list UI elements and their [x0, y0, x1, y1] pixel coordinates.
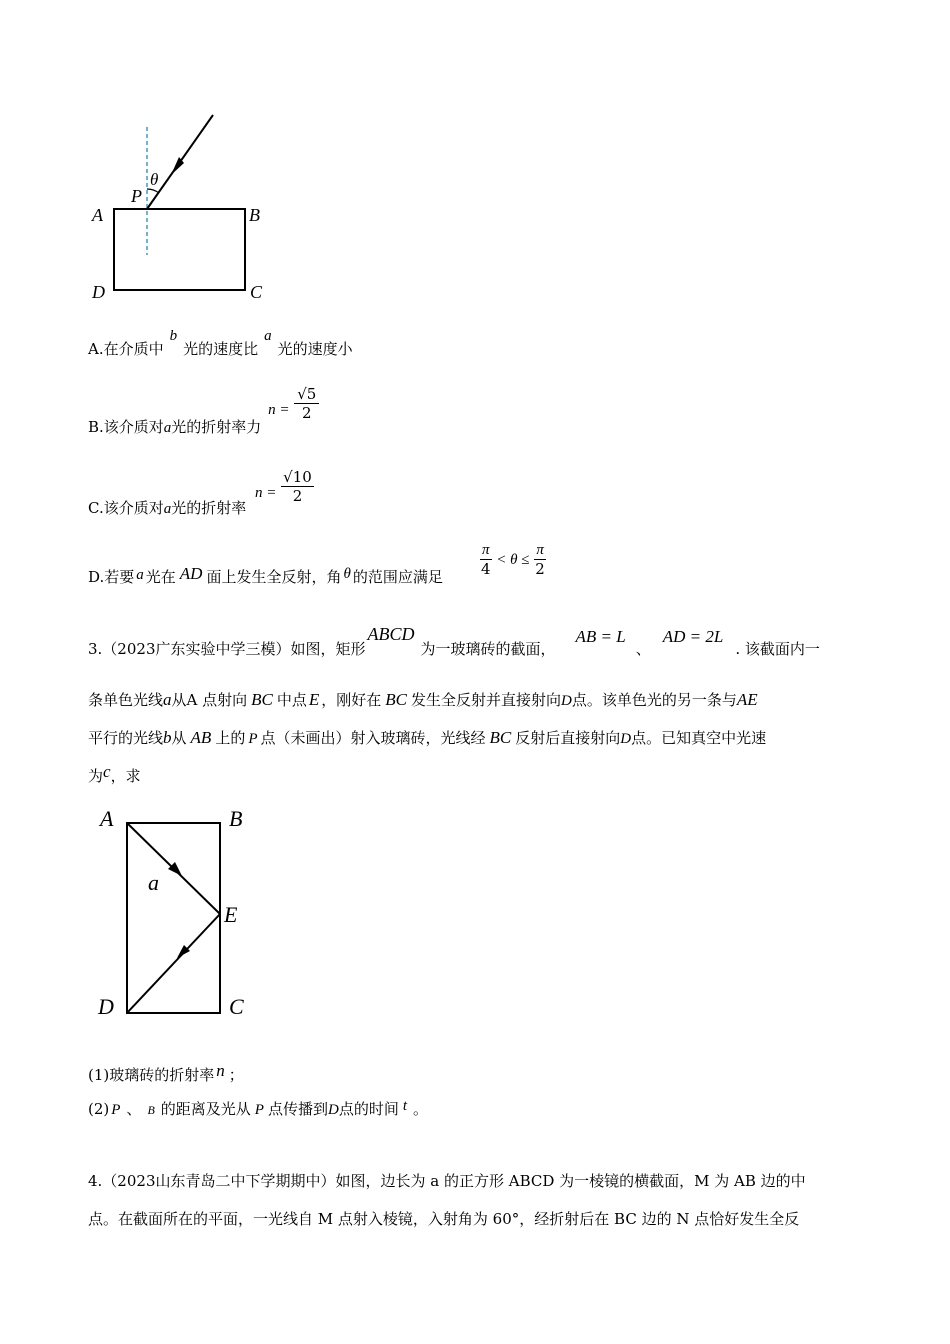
option-b: [88, 381, 319, 436]
theta-arc: [147, 189, 159, 193]
q3-line2-t3: 中点: [276, 691, 307, 709]
q3-sub2-t1: (2): [88, 1100, 110, 1118]
q3-line3-t3: 上的: [215, 729, 246, 747]
q3-sub2-t4: 点传播到: [267, 1100, 328, 1118]
q3-line2-e: E: [308, 690, 320, 709]
q3-line3-b: b: [163, 728, 172, 747]
option-d-theta: θ: [343, 566, 351, 582]
option-d-mid3: 的范围应满足: [352, 568, 443, 586]
q3-line1-end: . 该截面内一: [735, 640, 820, 658]
q3-line2-t2: 从A 点射向: [171, 691, 248, 709]
option-d-frac2: [534, 542, 546, 578]
option-c-numerator: √10: [283, 468, 312, 486]
option-b-fraction: [294, 385, 319, 422]
q3-line2-t5: 发生全反射并直接射向: [411, 691, 562, 709]
q3-sub2-t6: 。: [413, 1100, 429, 1118]
q3-eq2: AD = 2L: [662, 627, 724, 646]
q3-line4-t2: ，求: [110, 767, 141, 785]
option-d: [88, 566, 443, 587]
q3-line2-t1: 条单色光线: [88, 691, 164, 709]
q3-sub2-d: D: [327, 1102, 339, 1118]
option-d-face: AD: [179, 564, 203, 583]
option-b-prefix: B.该介质对: [88, 417, 164, 436]
q3-line3: [88, 727, 766, 748]
q3-sub2-t2: 、: [126, 1100, 142, 1118]
option-d-mid2: 面上发生全反射，角: [206, 568, 342, 586]
q3-line3-t4: 点（未画出）射入玻璃砖，光线经: [260, 729, 486, 747]
label-theta: θ: [150, 170, 159, 189]
option-b-mid: 光的折射率力: [171, 417, 262, 436]
option-d-pi2: π: [536, 542, 544, 558]
option-d-den1: 4: [480, 560, 491, 578]
option-c-denominator: 2: [292, 487, 303, 505]
q3-line3-t2: 从: [171, 729, 187, 747]
option-a-var-b: b: [169, 328, 178, 344]
figure-glass-brick: [90, 800, 270, 1025]
fig2-label-C: C: [229, 994, 244, 1019]
q3-line3-p: P: [248, 731, 258, 747]
ray-ed: [127, 914, 220, 1013]
option-c-fraction: [281, 468, 314, 505]
q3-line3-t1: 平行的光线: [88, 729, 164, 747]
q3-sub2-t: t: [402, 1098, 408, 1114]
q3-line3-d: D: [620, 731, 632, 747]
option-a-var-a: a: [264, 328, 272, 344]
figure-rectangle-refraction: [80, 105, 280, 310]
q3-sub2: [88, 1098, 428, 1119]
q3-line2-t6: 点。该单色光的另一条与: [571, 691, 737, 709]
q3-line1: [88, 624, 820, 659]
option-d-frac1: [480, 542, 492, 578]
option-b-numerator: √5: [294, 385, 319, 404]
q3-line1-number: 3.（2023广东实验中学三模）如图，矩形: [88, 640, 366, 658]
q4-line1: 4.（2023山东青岛二中下学期期中）如图，边长为 a 的正方形 ABCD 为一棱镜的横截面，M 为 AB 边的中: [88, 1172, 806, 1190]
label-C: C: [250, 282, 263, 302]
rect-glass-brick: [127, 823, 220, 1013]
q3-line4-t1: 为: [88, 767, 104, 785]
q3-line4-c: c: [103, 762, 111, 781]
rect-abcd: [114, 209, 245, 290]
option-b-var: a: [163, 419, 172, 436]
q3-sub1-t1: (1)玻璃砖的折射率: [88, 1066, 215, 1084]
option-d-ineq: < θ ≤: [496, 552, 530, 568]
q3-sub1: [88, 1061, 244, 1085]
fig2-label-B: B: [229, 806, 243, 831]
q3-line2-bc: BC: [251, 690, 273, 709]
q3-eq1: AB = L: [575, 627, 626, 646]
fig2-label-E: E: [224, 902, 238, 927]
option-d-mid1: 光在: [145, 568, 176, 586]
option-d-inequality: [480, 542, 546, 578]
label-D: D: [92, 282, 105, 302]
fig2-label-D: D: [98, 994, 114, 1019]
fig2-label-A: A: [100, 806, 114, 831]
option-c-mid: 光的折射率: [171, 498, 247, 517]
q3-line2-t4: ，刚好在: [321, 691, 382, 709]
fig2-label-a: a: [148, 870, 159, 895]
q3-sub2-p: P: [111, 1102, 121, 1118]
q4-line2: 点。在截面所在的平面，一光线自 M 点射入棱镜，入射角为 60°，经折射后在 BC 边的 N 点恰好发生全反: [88, 1210, 800, 1228]
q3-sub2-p2: P: [254, 1102, 264, 1118]
option-b-n: n =: [268, 401, 290, 418]
option-c-prefix: C.该介质对: [88, 498, 164, 517]
q3-line2: [88, 689, 758, 710]
q3-sub2-b: B: [147, 1103, 155, 1117]
label-B: B: [249, 205, 260, 225]
q3-sub1-t2: ；: [228, 1066, 244, 1084]
q3-sub2-t3: 的距离及光从: [160, 1100, 251, 1118]
option-d-prefix: D.若要: [88, 568, 135, 586]
q3-line2-ae: AE: [736, 690, 758, 709]
q3-line2-bc2: BC: [385, 690, 408, 709]
option-b-denominator: 2: [302, 404, 312, 422]
q3-sub1-n: n: [216, 1061, 225, 1080]
label-P: P: [131, 186, 142, 206]
option-a-mid: 光的速度比: [183, 340, 259, 358]
option-a-prefix: A.在介质中: [88, 340, 164, 358]
option-a: [88, 328, 353, 359]
q3-line2-a: a: [163, 690, 172, 709]
option-d-den2: 2: [535, 560, 545, 578]
q3-line3-t6: 点。已知真空中光速: [631, 729, 767, 747]
option-c-var: a: [163, 500, 172, 517]
option-c-n: n =: [255, 484, 277, 501]
q3-line1-mid: 为一玻璃砖的截面，: [420, 640, 556, 658]
label-A: A: [92, 205, 103, 225]
q3-line4: [88, 762, 141, 786]
q3-sep: 、: [635, 640, 651, 658]
q3-abcd: ABCD: [367, 624, 415, 644]
option-d-var: a: [136, 567, 144, 583]
q3-line3-t5: 反射后直接射向: [515, 729, 621, 747]
q3-line3-ab: AB: [190, 728, 212, 747]
q3-sub2-t5: 点的时间: [338, 1100, 399, 1118]
q3-line2-d: D: [561, 693, 572, 709]
q3-line3-bc: BC: [489, 728, 512, 747]
option-d-pi1: π: [482, 542, 490, 558]
option-a-suffix: 光的速度小: [277, 340, 353, 358]
option-c: [88, 462, 314, 517]
